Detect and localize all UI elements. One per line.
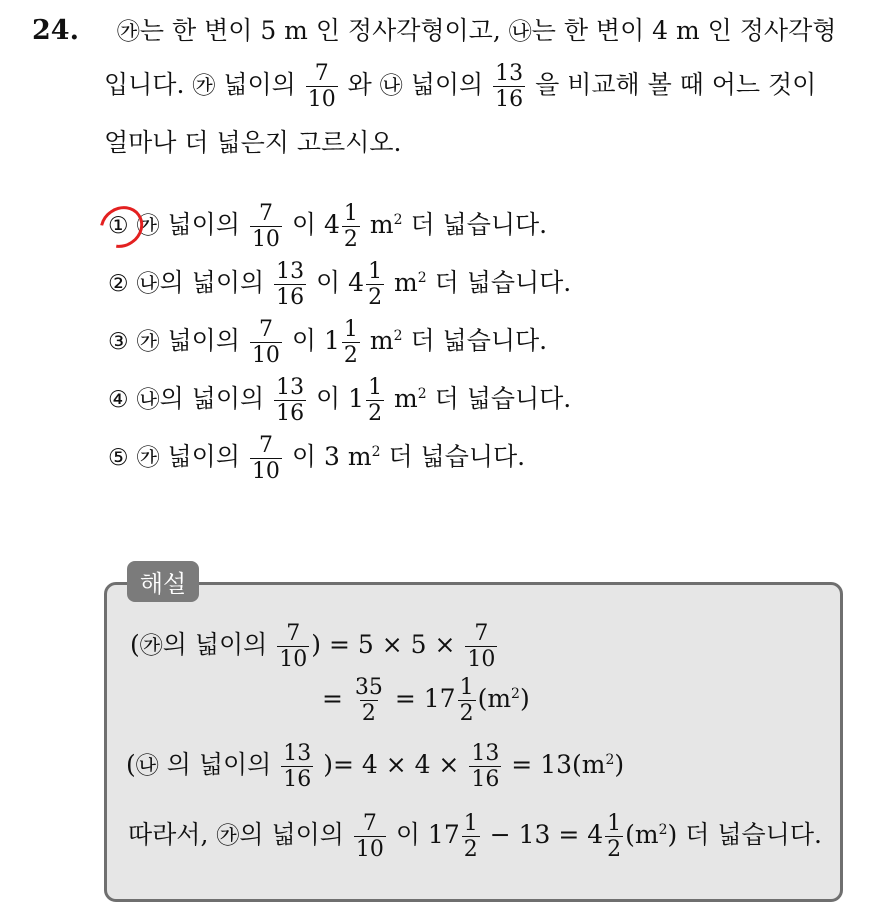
na-symbol: ㉯ — [508, 19, 532, 45]
choice-subject: ㉯ — [136, 271, 160, 298]
solution-label: 해설 — [127, 561, 199, 602]
fraction: $\frac{35}{2}$ — [354, 675, 383, 727]
fraction: $\frac{13}{16}$ — [276, 259, 305, 311]
choice-1[interactable]: ① ㉮ 넓이의 $\frac{7}{10}$ 이 4 $\frac{1}{2}$ $m^2$ 더 넓습니다. — [108, 201, 548, 253]
fraction: $\frac{7}{10}$ — [355, 811, 384, 863]
fraction: $\frac{13}{16}$ — [283, 741, 312, 793]
choice-marker: ⑤ — [108, 445, 129, 472]
choice-marker: ① — [108, 213, 129, 240]
solution-line-4: 따라서, ㉮의 넓이의 $\frac{7}{10}$ 이 17 $\frac{1}{2}$ − 13 = 4 $\frac{1}{2}$ $(m^2)$ 더 넓습니다. — [128, 811, 822, 863]
question-line-1: 24. ㉮는 한 변이 5 m 인 정사각형이고, ㉯는 한 변이 4 m 인 정사각형 — [32, 15, 837, 46]
fraction: $\frac{1}{2}$ — [463, 811, 478, 863]
fraction: $\frac{1}{2}$ — [343, 317, 358, 369]
solution-line-2: = $\frac{35}{2}$ = 17 $\frac{1}{2}$ $(m^2)$ — [322, 675, 530, 727]
choice-2[interactable]: ② ㉯의 넓이의 $\frac{13}{16}$ 이 4 $\frac{1}{2}$ $m^2$ 더 넓습니다. — [108, 259, 572, 311]
fraction: $\frac{1}{2}$ — [343, 201, 358, 253]
fraction: $\frac{1}{2}$ — [368, 375, 383, 427]
choice-3[interactable]: ③ ㉮ 넓이의 $\frac{7}{10}$ 이 1 $\frac{1}{2}$ $m^2$ 더 넓습니다. — [108, 317, 548, 369]
question-line-2: 입니다. ㉮ 넓이의 $\frac{7}{10}$ 와 ㉯ 넓이의 $\frac{13}{16}$ 을 비교해 볼 때 어느 것이 — [104, 61, 817, 113]
question-line-3: 얼마나 더 넓은지 고르시오. — [104, 128, 402, 157]
choice-marker: ④ — [108, 387, 129, 414]
fraction: $\frac{7}{10}$ — [251, 317, 280, 369]
fraction: $\frac{1}{2}$ — [368, 259, 383, 311]
fraction: $\frac{1}{2}$ — [459, 675, 474, 727]
choice-marker: ③ — [108, 329, 129, 356]
fraction: $\frac{13}{16}$ — [276, 375, 305, 427]
choice-subject: ㉮ — [136, 329, 160, 356]
solution-line-1: (㉮의 넓이의 $\frac{7}{10}$ ) = 5 × 5 × $\frac{7}{10}$ — [130, 621, 496, 673]
fraction: $\frac{7}{10}$ — [251, 201, 280, 253]
solution-line-3: (㉯ 의 넓이의 $\frac{13}{16}$ )= 4 × 4 × $\frac{13}{16}$ = $13(m^2)$ — [126, 741, 625, 793]
fraction: $\frac{13}{16}$ — [495, 61, 524, 113]
fraction: $\frac{7}{10}$ — [307, 61, 336, 113]
choice-subject: ㉮ — [136, 213, 160, 240]
fraction: $\frac{7}{10}$ — [467, 621, 496, 673]
fraction: $\frac{7}{10}$ — [251, 433, 280, 485]
choice-5[interactable]: ⑤ ㉮ 넓이의 $\frac{7}{10}$ 이 3 $m^2$ 더 넓습니다. — [108, 433, 526, 485]
fraction: $\frac{7}{10}$ — [279, 621, 308, 673]
choice-marker: ② — [108, 271, 129, 298]
fraction: $\frac{1}{2}$ — [607, 811, 622, 863]
question-number: 24. — [32, 15, 79, 46]
fraction: $\frac{13}{16}$ — [471, 741, 500, 793]
choice-subject: ㉮ — [136, 445, 160, 472]
choice-subject: ㉯ — [136, 387, 160, 414]
choice-4[interactable]: ④ ㉯의 넓이의 $\frac{13}{16}$ 이 1 $\frac{1}{2}$ $m^2$ 더 넓습니다. — [108, 375, 572, 427]
ga-symbol: ㉮ — [116, 19, 140, 45]
